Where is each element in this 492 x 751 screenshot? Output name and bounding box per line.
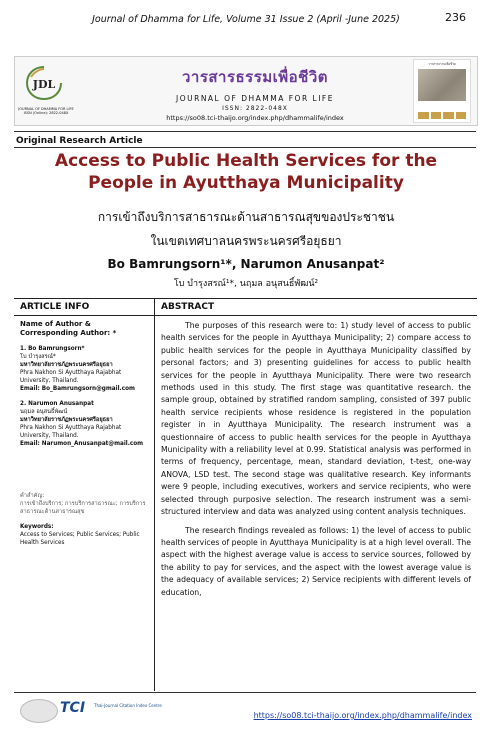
abstract-paragraph-2: The research findings revealed as follows: 1) the level of access to public health services of people in Ayutthaya Municipality is at a high level overall. The aspect with the highest average value is access to service sources, followed by the ability to pay for services, and the aspect with the lowest average value is the adequacy of available services; 2) Service recipients with different levels of education,	[161, 525, 471, 597]
divider	[14, 147, 476, 148]
journal-title-english: JOURNAL OF DHAMMA FOR LIFE	[176, 94, 334, 103]
article-info-heading: ARTICLE INFO	[14, 299, 154, 316]
keywords-thai: การเข้าถึงบริการ; การบริการสาธารณะ; การบริการสาธารณะด้านสาธารณสุข	[20, 501, 146, 515]
article-info-box	[14, 298, 154, 691]
thumb-icons	[418, 112, 466, 119]
tci-logo: TCI	[60, 700, 86, 716]
tci-subtitle: Thai-Journal Citation Index Centre	[94, 703, 162, 708]
author2-affiliation-thai: มหาวิทยาลัยราชภัฏพระนครศรีอยุธยา	[20, 417, 113, 423]
journal-title-thai: วารสารธรรมเพื่อชีวิต	[181, 68, 329, 86]
author1-name: 1. Bo Bamrungsorn*	[20, 346, 85, 352]
jdl-logo-icon	[19, 63, 69, 105]
keywords: Access to Services; Public Services; Public Health Services	[20, 532, 140, 546]
author-list-thai: โบ บำรุงสรณ์¹*, นฤมล อนุสนธิ์พัฒน์²	[173, 279, 319, 289]
footer-url-link[interactable]: https://so08.tci-thaijo.org/index.php/dhammalife/index	[253, 711, 472, 720]
author1-affiliation: Phra Nakhon Si Ayutthaya Rajabhat University, Thailand.	[20, 370, 122, 384]
author-list: Bo Bamrungsorn¹*, Narumon Anusanpat²	[107, 257, 385, 271]
divider	[14, 692, 476, 693]
thumb-caption: วารสารธรรมเพื่อชีวิต	[428, 62, 456, 66]
cover-thumbnail	[413, 59, 471, 123]
keywords-label: Keywords:	[20, 524, 54, 530]
author1-email[interactable]: Email: Bo_Bamrungsorn@gmail.com	[20, 386, 135, 392]
logo-caption: JOURNAL OF DHAMMA FOR LIFE ISSN (Online): 2822-048X	[18, 107, 74, 116]
journal-url[interactable]: https://so08.tci-thaijo.org/index.php/dhammalife/index	[166, 114, 344, 122]
author1-affiliation-thai: มหาวิทยาลัยราชภัฏพระนครศรีอยุธยา	[20, 362, 113, 368]
keywords-thai-label: คำสำคัญ:	[20, 493, 45, 499]
thumb-image	[418, 69, 466, 101]
author2-affiliation: Phra Nakhon Si Ayutthaya Rajabhat University, Thailand.	[20, 425, 122, 439]
journal-issn: ISSN: 2822-048X	[222, 105, 288, 112]
author2-name: 2. Narumon Anusanpat	[20, 401, 94, 407]
abstract-paragraph-1: The purposes of this research were to: 1) study level of access to public health services for the people in Ayutthaya Municipality; 2) compare access to public health services for the people in Ayutthaya Municipality classified by personal factors; and 3) presenting guidelines for access to public health services for the people in Ayutthaya Municipality. There were two research methods used in this study. The first stage was quantitative research. the sample group, obtained by stratified random sampling, consisted of 397 public health service recipients whose residence is registered in the population register in in Ayutthaya Municipality. The research instrument was a questionnaire of access to public health services for the people in Ayutthaya Municipality with a reliability level at 0.99. Statistical analysis was performed in terms of frequency, percentage, mean, standard deviation, t-test, one-way ANOVA, LSD test. The second stage was qualitative research. Key informants were 9 people, including executives, workers and service recipients, who were selected through purposive selection. The research instrument was a semi-structured interview and data was analyzed using content analysis techniques.	[161, 321, 471, 517]
page-number: 236	[445, 11, 466, 24]
journal-banner	[14, 56, 478, 126]
abstract-heading: ABSTRACT	[155, 299, 477, 316]
author-name-label: Name of Author & Corresponding Author: *	[20, 320, 117, 337]
running-header: Journal of Dhamma for Life, Volume 31 Issue 2 (April -June 2025)	[92, 14, 400, 25]
divider	[14, 131, 476, 132]
author2-email[interactable]: Email: Narumon_Anusanpat@mail.com	[20, 441, 144, 447]
thai-title-line-2: ในเขตเทศบาลนครพระนครศรีอยุธยา	[150, 234, 342, 248]
footer-emblem-icon	[20, 699, 58, 723]
banner-title-block	[105, 65, 405, 122]
thai-title-line-1: การเข้าถึงบริการสาธารณะด้านสาธารณสุขของประชาชน	[97, 210, 395, 224]
article-title-thai	[20, 205, 472, 253]
article-title: Access to Public Health Services for the People in Ayutthaya Municipality	[54, 151, 438, 193]
article-type: Original Research Article	[16, 136, 143, 146]
abstract-box	[154, 298, 477, 691]
logo-text: JDL	[32, 78, 56, 91]
author1-name-thai: โบ บำรุงสรณ์*	[20, 354, 56, 360]
author2-name-thai: นฤมล อนุสนธิ์พัฒน์	[20, 409, 68, 415]
